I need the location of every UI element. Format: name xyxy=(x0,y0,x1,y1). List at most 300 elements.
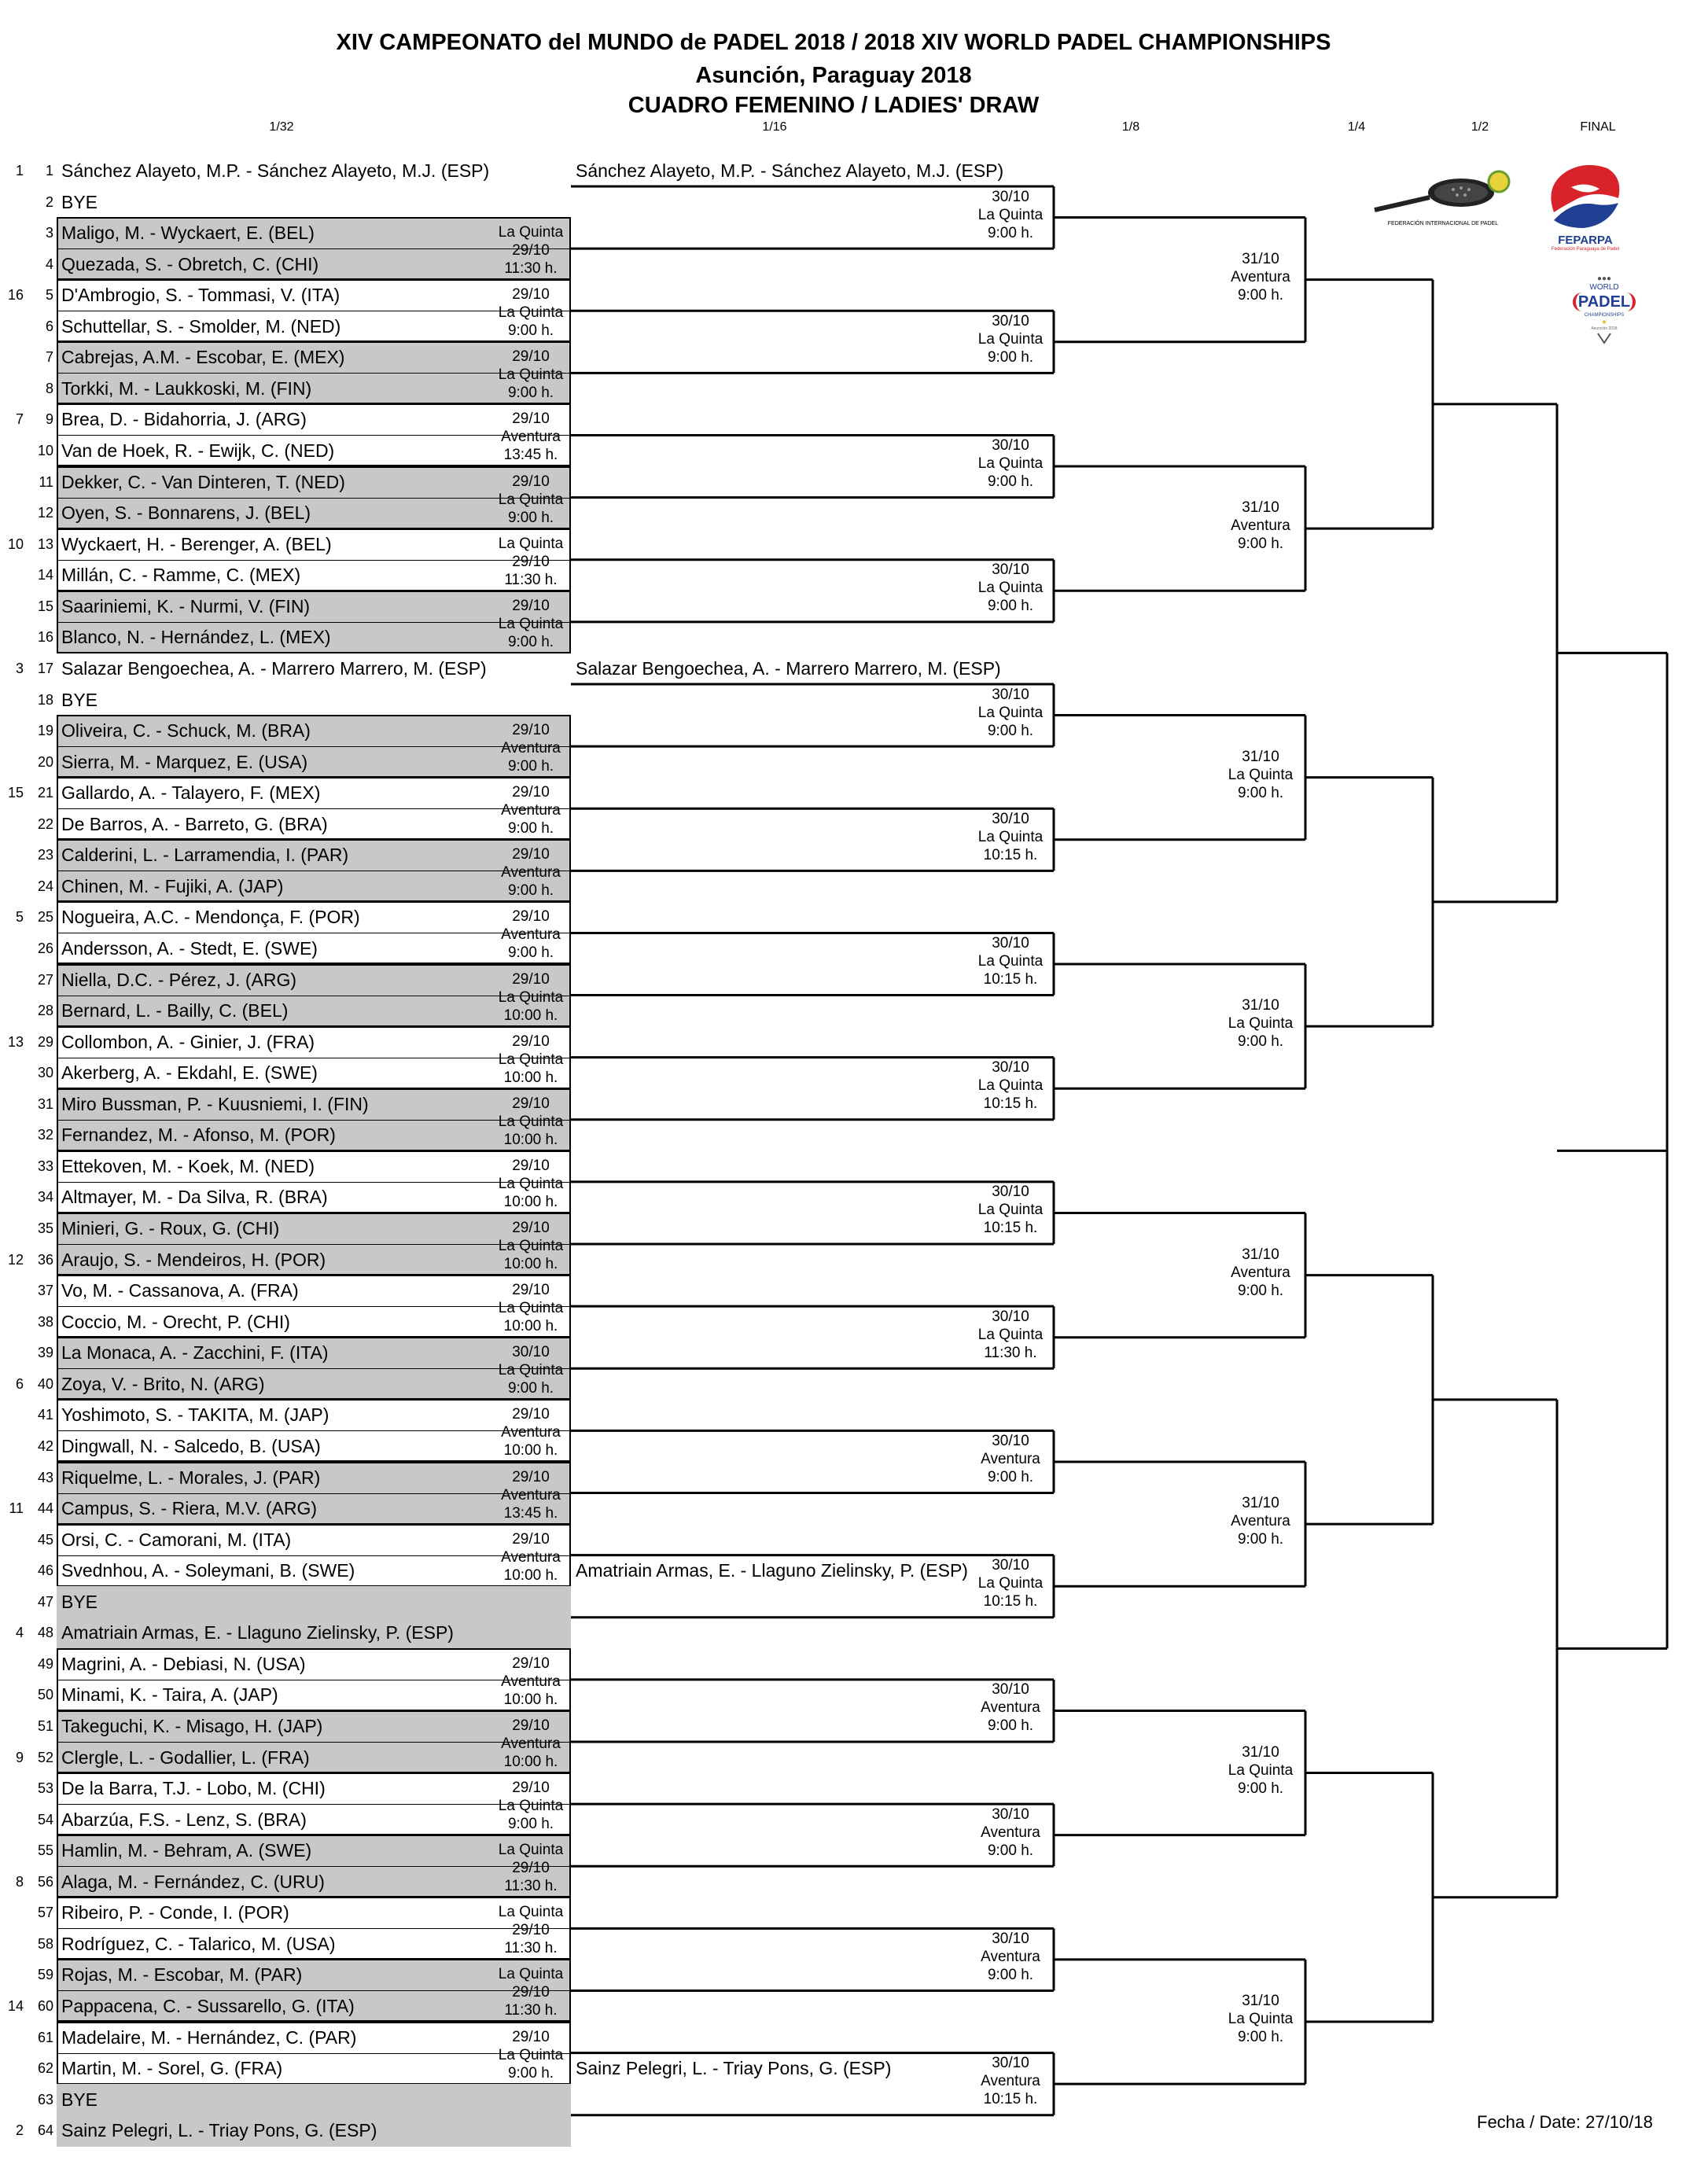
team-name: Magrini, A. - Debiasi, N. (USA) xyxy=(61,1653,306,1674)
team-name: Amatriain Armas, E. - Llaguno Zielinsky, P. (ESP) xyxy=(61,1622,454,1644)
team-name: Salazar Bengoechea, A. - Marrero Marrero, M. (ESP) xyxy=(61,657,487,679)
r32-schedule-line1: La Quinta xyxy=(498,1842,564,1859)
team-name: La Monaca, A. - Zacchini, F. (ITA) xyxy=(61,1342,329,1364)
r32-schedule-line1: 29/10 xyxy=(512,1282,550,1299)
r32-schedule-line3: 9:00 h. xyxy=(507,1816,554,1833)
r16-schedule-line2: Aventura xyxy=(981,1450,1040,1467)
team-name: Hamlin, M. - Behram, A. (SWE) xyxy=(61,1840,312,1861)
r8-schedule-line3: 9:00 h. xyxy=(1237,1282,1284,1299)
team-name: Sánchez Alayeto, M.P. - Sánchez Alayeto, M.J. (ESP) xyxy=(61,160,490,181)
r32-schedule-line1: 29/10 xyxy=(512,970,550,988)
r16-schedule-line3: 9:00 h. xyxy=(987,1468,1034,1485)
entry-number: 10 xyxy=(37,443,53,459)
fip-caption: FEDERACIÓN INTERNACIONAL DE PADEL xyxy=(1387,221,1499,226)
r32-schedule-line1: 29/10 xyxy=(512,1032,550,1050)
entry-seed: 1 xyxy=(15,163,24,179)
fip-logo xyxy=(1368,169,1518,232)
r32-schedule-line1: 29/10 xyxy=(512,1157,550,1174)
r8-schedule-line2: La Quinta xyxy=(1228,1015,1294,1032)
entry-number: 26 xyxy=(37,940,53,956)
r16-schedule-line3: 9:00 h. xyxy=(987,598,1034,615)
r16-schedule-line1: 30/10 xyxy=(992,1432,1029,1449)
team-name: Rojas, M. - Escobar, M. (PAR) xyxy=(61,1964,303,1986)
r32-schedule-line3: 11:30 h. xyxy=(504,1878,558,1895)
entry-number: 59 xyxy=(37,1967,53,1983)
team-name: Ribeiro, P. - Conde, I. (POR) xyxy=(61,1902,289,1923)
team-name: BYE xyxy=(61,1591,98,1612)
entry-number: 11 xyxy=(39,473,53,490)
r32-schedule-line3: 9:00 h. xyxy=(507,882,554,900)
entry-number: 45 xyxy=(37,1531,53,1548)
r16-schedule-line2: Aventura xyxy=(981,1824,1040,1841)
advanced-team: Amatriain Armas, E. - Llaguno Zielinsky, P. (ESP) xyxy=(576,1560,968,1581)
entry-number: 37 xyxy=(37,1283,53,1299)
entry-number: 60 xyxy=(37,1998,53,2015)
entry-number: 50 xyxy=(37,1687,53,1703)
team-name: BYE xyxy=(61,689,98,710)
r32-schedule-line1: 29/10 xyxy=(512,908,550,926)
entry-number: 35 xyxy=(37,1220,53,1237)
r32-schedule-line1: 29/10 xyxy=(512,1468,550,1485)
team-name: Sainz Pelegri, L. - Triay Pons, G. (ESP) xyxy=(61,2120,377,2141)
team-name: Minami, K. - Taira, A. (JAP) xyxy=(61,1684,278,1706)
r32-schedule-line3: 9:00 h. xyxy=(507,322,554,340)
wpc-trophy-icon xyxy=(1595,332,1614,346)
team-name: Nogueira, A.C. - Mendonça, F. (POR) xyxy=(61,907,360,928)
r32-schedule-line3: 10:00 h. xyxy=(503,1007,558,1024)
r8-schedule-line3: 9:00 h. xyxy=(1237,1780,1284,1797)
entry-number: 16 xyxy=(37,629,53,646)
wpc-star-icon: ★ xyxy=(1601,318,1607,326)
r32-schedule-line1: 29/10 xyxy=(512,1406,550,1423)
r32-schedule-line1: 29/10 xyxy=(512,597,550,614)
feparpa-logo xyxy=(1541,157,1629,252)
r32-schedule-line2: Aventura xyxy=(501,1548,561,1566)
r16-schedule-line1: 30/10 xyxy=(992,1681,1029,1699)
advanced-team: Sainz Pelegri, L. - Triay Pons, G. (ESP) xyxy=(576,2058,892,2079)
entry-number: 7 xyxy=(45,349,53,366)
entry-number: 28 xyxy=(37,1003,53,1019)
r32-schedule-line1: 29/10 xyxy=(512,1717,550,1734)
feparpa-emblem-icon xyxy=(1541,157,1629,230)
entry-number: 12 xyxy=(37,505,53,521)
team-name: Alaga, M. - Fernández, C. (URU) xyxy=(61,1871,325,1892)
entry-number: 24 xyxy=(37,878,53,894)
entry-number: 20 xyxy=(37,753,53,770)
r16-schedule-line3: 9:00 h. xyxy=(987,1717,1034,1735)
r16-schedule-line3: 10:15 h. xyxy=(983,1593,1038,1610)
team-name: De Barros, A. - Barreto, G. (BRA) xyxy=(61,813,328,834)
entry-number: 22 xyxy=(37,815,53,832)
title-line-3: CUADRO FEMENINO / LADIES' DRAW xyxy=(628,93,1040,118)
r32-schedule-line3: 10:00 h. xyxy=(503,1131,558,1148)
entry-number: 61 xyxy=(37,2029,53,2045)
r32-schedule-line2: La Quinta xyxy=(498,1051,564,1068)
team-name: Yoshimoto, S. - TAKITA, M. (JAP) xyxy=(61,1404,329,1426)
round-label-1-4: 1/4 xyxy=(1347,120,1366,134)
entry-number: 64 xyxy=(37,2122,53,2139)
r32-schedule-line1: 29/10 xyxy=(512,1220,550,1237)
r32-schedule-line3: 13:45 h. xyxy=(503,447,558,464)
r16-schedule-line1: 30/10 xyxy=(992,2055,1029,2072)
r32-schedule-line2: Aventura xyxy=(501,1424,561,1441)
r32-schedule-line3: 11:30 h. xyxy=(504,2002,558,2019)
entry-number: 63 xyxy=(37,2091,53,2107)
entry-number: 39 xyxy=(37,1345,53,1361)
entry-number: 34 xyxy=(37,1189,53,1205)
advanced-team: Sánchez Alayeto, M.P. - Sánchez Alayeto, M.J. (ESP) xyxy=(576,160,1004,181)
entry-number: 55 xyxy=(37,1842,53,1859)
team-name: Araujo, S. - Mendeiros, H. (POR) xyxy=(61,1249,326,1270)
r32-schedule-line1: 29/10 xyxy=(512,1095,550,1112)
r16-schedule-line3: 10:15 h. xyxy=(983,1220,1038,1237)
r8-schedule-line1: 31/10 xyxy=(1242,1246,1279,1263)
entry-number: 42 xyxy=(37,1437,53,1454)
team-name: Takeguchi, K. - Misago, H. (JAP) xyxy=(61,1716,323,1736)
r16-schedule-line3: 9:00 h. xyxy=(987,224,1034,241)
r8-schedule-line2: Aventura xyxy=(1231,268,1290,285)
entry-seed: 3 xyxy=(15,660,24,676)
team-name: Collombon, A. - Ginier, J. (FRA) xyxy=(61,1031,315,1052)
r32-schedule-line1: 29/10 xyxy=(512,1530,550,1548)
r32-schedule-line3: 11:30 h. xyxy=(504,260,558,278)
r32-schedule-line2: La Quinta xyxy=(498,2046,564,2063)
r32-schedule-line1: 29/10 xyxy=(512,722,550,739)
r16-schedule-line2: La Quinta xyxy=(977,1202,1044,1219)
r32-schedule-line1: 29/10 xyxy=(512,846,550,863)
r32-schedule-line2: La Quinta xyxy=(498,366,564,384)
entry-number: 54 xyxy=(37,1811,53,1828)
r16-schedule-line2: La Quinta xyxy=(977,828,1044,845)
r32-schedule-line3: 9:00 h. xyxy=(507,509,554,526)
draw-date: Fecha / Date: 27/10/18 xyxy=(1477,2112,1653,2132)
r16-schedule-line3: 9:00 h. xyxy=(987,722,1034,739)
round-label-final: FINAL xyxy=(1580,120,1616,134)
entry-seed: 14 xyxy=(7,1998,24,2015)
round-label-1-2: 1/2 xyxy=(1471,120,1489,134)
r32-schedule-line3: 13:45 h. xyxy=(503,1504,558,1522)
team-name: Quezada, S. - Obretch, C. (CHI) xyxy=(61,253,319,274)
r32-schedule-line1: 29/10 xyxy=(512,410,550,428)
team-name: Andersson, A. - Stedt, E. (SWE) xyxy=(61,938,318,959)
team-name: Bernard, L. - Bailly, C. (BEL) xyxy=(61,1000,289,1021)
r32-schedule-line2: Aventura xyxy=(501,926,561,944)
entry-number: 29 xyxy=(37,1033,53,1050)
r16-schedule-line1: 30/10 xyxy=(992,686,1029,703)
entry-number: 5 xyxy=(45,287,53,304)
r32-schedule-line2: La Quinta xyxy=(498,1798,564,1815)
team-name: Coccio, M. - Orecht, P. (CHI) xyxy=(61,1311,290,1332)
r32-schedule-line3: 10:00 h. xyxy=(503,1442,558,1459)
feparpa-label: FEPARPA xyxy=(1558,234,1613,247)
r32-schedule-line2: La Quinta xyxy=(498,304,564,322)
entry-seed: 6 xyxy=(15,1375,24,1392)
r8-schedule-line2: La Quinta xyxy=(1228,2011,1294,2028)
entry-number: 58 xyxy=(37,1935,53,1952)
r16-schedule-line1: 30/10 xyxy=(992,561,1029,579)
r32-schedule-line2: Aventura xyxy=(501,1736,561,1752)
team-name: Riquelme, L. - Morales, J. (PAR) xyxy=(61,1467,321,1488)
team-name: Zoya, V. - Brito, N. (ARG) xyxy=(61,1373,265,1394)
r8-schedule-line3: 9:00 h. xyxy=(1237,2029,1284,2046)
team-name: Vo, M. - Cassanova, A. (FRA) xyxy=(61,1280,299,1301)
r16-schedule-line2: Aventura xyxy=(981,2073,1040,2090)
r16-schedule-line2: Aventura xyxy=(981,1699,1040,1717)
entry-number: 53 xyxy=(37,1780,53,1797)
world-padel-championships-logo xyxy=(1565,275,1644,362)
r32-schedule-line3: 10:00 h. xyxy=(503,1256,558,1273)
r32-schedule-line3: 10:00 h. xyxy=(503,1566,558,1584)
entry-number: 57 xyxy=(37,1905,53,1921)
r8-schedule-line1: 31/10 xyxy=(1242,997,1279,1014)
r16-schedule-line3: 10:15 h. xyxy=(983,846,1038,863)
r8-schedule-line1: 31/10 xyxy=(1242,250,1279,267)
r8-schedule-line1: 31/10 xyxy=(1242,1495,1279,1512)
r16-schedule-line3: 10:15 h. xyxy=(983,1095,1038,1113)
team-name: Van de Hoek, R. - Ewijk, C. (NED) xyxy=(61,440,335,462)
entry-number: 38 xyxy=(37,1313,53,1330)
team-name: Clergle, L. - Godallier, L. (FRA) xyxy=(61,1747,310,1768)
r16-schedule-line1: 30/10 xyxy=(992,1557,1029,1574)
r16-schedule-line3: 11:30 h. xyxy=(984,1344,1037,1361)
r32-schedule-line1: 29/10 xyxy=(512,1655,550,1672)
r16-schedule-line1: 30/10 xyxy=(992,1805,1029,1823)
r16-schedule-line1: 30/10 xyxy=(992,188,1029,205)
r16-schedule-line2: La Quinta xyxy=(977,330,1044,348)
team-name: Altmayer, M. - Da Silva, R. (BRA) xyxy=(61,1187,328,1208)
r16-schedule-line1: 30/10 xyxy=(992,1308,1029,1325)
r8-schedule-line1: 31/10 xyxy=(1242,1743,1279,1761)
team-name: Madelaire, M. - Hernández, C. (PAR) xyxy=(61,2026,357,2048)
team-name: Saariniemi, K. - Nurmi, V. (FIN) xyxy=(61,595,311,617)
entry-number: 1 xyxy=(45,163,53,179)
round-label-1-16: 1/16 xyxy=(762,120,787,134)
team-name: Dingwall, N. - Salcedo, B. (USA) xyxy=(61,1435,321,1456)
r16-schedule-line3: 9:00 h. xyxy=(987,1966,1034,1983)
r16-schedule-line1: 30/10 xyxy=(992,1183,1029,1201)
r16-schedule-line2: Aventura xyxy=(981,1948,1040,1965)
r32-schedule-line3: 10:00 h. xyxy=(503,1318,558,1335)
padel-racket-icon xyxy=(1368,169,1518,216)
r16-schedule-line3: 10:15 h. xyxy=(983,971,1038,988)
r32-schedule-line2: Aventura xyxy=(501,802,561,819)
round-label-1-8: 1/8 xyxy=(1121,120,1140,134)
r32-schedule-line2: Aventura xyxy=(501,864,561,882)
r16-schedule-line1: 30/10 xyxy=(992,1930,1029,1947)
entry-number: 32 xyxy=(37,1127,53,1143)
r8-schedule-line2: La Quinta xyxy=(1228,766,1294,783)
entry-number: 56 xyxy=(37,1873,53,1890)
entry-seed: 9 xyxy=(15,1749,24,1765)
r8-schedule-line3: 9:00 h. xyxy=(1237,1033,1284,1051)
r16-schedule-line2: La Quinta xyxy=(977,206,1044,223)
r16-schedule-line2: La Quinta xyxy=(977,953,1044,970)
r32-schedule-line1: 29/10 xyxy=(512,1780,550,1797)
r8-schedule-line2: Aventura xyxy=(1231,1264,1290,1281)
r32-schedule-line2: 29/10 xyxy=(512,242,550,260)
r8-schedule-line3: 9:00 h. xyxy=(1237,1531,1284,1548)
entry-number: 36 xyxy=(37,1251,53,1268)
r32-schedule-line3: 11:30 h. xyxy=(504,1940,558,1957)
r32-schedule-line3: 9:00 h. xyxy=(507,2064,554,2082)
entry-number: 13 xyxy=(37,536,53,552)
entry-seed: 16 xyxy=(7,287,24,304)
team-name: Oyen, S. - Bonnarens, J. (BEL) xyxy=(61,502,311,524)
entry-seed: 12 xyxy=(7,1251,24,1268)
entry-number: 30 xyxy=(37,1065,53,1081)
wpc-top-text: WORLD xyxy=(1589,283,1619,292)
entry-seed: 4 xyxy=(15,1625,24,1641)
r32-schedule-line1: 29/10 xyxy=(512,2028,550,2045)
r32-schedule-line3: 9:00 h. xyxy=(507,1380,554,1397)
entry-number: 9 xyxy=(45,411,53,428)
team-name: Akerberg, A. - Ekdahl, E. (SWE) xyxy=(61,1062,318,1084)
feparpa-arc-text: Federación Paraguaya de Padel xyxy=(1551,247,1620,252)
r16-schedule-line2: La Quinta xyxy=(977,580,1044,597)
r32-schedule-line3: 10:00 h. xyxy=(503,1691,558,1708)
round-label-1-32: 1/32 xyxy=(269,120,294,134)
entry-number: 15 xyxy=(37,598,53,614)
r32-schedule-line2: La Quinta xyxy=(498,491,564,508)
r32-schedule-line2: 29/10 xyxy=(512,1860,550,1877)
r32-schedule-line2: La Quinta xyxy=(498,1300,564,1317)
entry-number: 62 xyxy=(37,2060,53,2077)
wpc-main-text: PADEL xyxy=(1573,293,1636,311)
entry-number: 21 xyxy=(37,785,53,801)
r32-schedule-line3: 10:00 h. xyxy=(503,1069,558,1086)
r32-schedule-line1: La Quinta xyxy=(498,224,564,241)
r32-schedule-line1: 29/10 xyxy=(512,784,550,801)
entry-number: 51 xyxy=(37,1718,53,1734)
title-line-2: Asunción, Paraguay 2018 xyxy=(695,63,972,88)
team-name: Campus, S. - Riera, M.V. (ARG) xyxy=(61,1498,318,1519)
entry-number: 33 xyxy=(37,1158,53,1174)
r32-schedule-line3: 10:00 h. xyxy=(503,1193,558,1210)
entry-seed: 8 xyxy=(15,1873,24,1890)
team-name: Gallardo, A. - Talayero, F. (MEX) xyxy=(61,782,321,804)
r32-schedule-line2: 29/10 xyxy=(512,1984,550,2001)
team-name: Sierra, M. - Marquez, E. (USA) xyxy=(61,751,308,772)
r32-schedule-line3: 9:00 h. xyxy=(507,944,554,962)
entry-number: 2 xyxy=(45,193,53,210)
team-name: Pappacena, C. - Sussarello, G. (ITA) xyxy=(61,1996,355,2017)
entry-seed: 7 xyxy=(15,411,24,428)
r16-schedule-line2: La Quinta xyxy=(977,704,1044,721)
entry-seed: 11 xyxy=(9,1500,24,1517)
r8-schedule-line2: Aventura xyxy=(1231,517,1290,535)
team-name: Fernandez, M. - Afonso, M. (POR) xyxy=(61,1125,336,1146)
r16-schedule-line1: 30/10 xyxy=(992,1059,1029,1077)
r32-schedule-line2: Aventura xyxy=(501,1673,561,1690)
r32-schedule-line2: La Quinta xyxy=(498,1238,564,1255)
entry-number: 17 xyxy=(37,660,53,676)
r32-schedule-line1: La Quinta xyxy=(498,1966,564,1983)
r8-schedule-line2: La Quinta xyxy=(1228,1761,1294,1779)
r32-schedule-line1: 30/10 xyxy=(512,1344,550,1361)
r8-schedule-line2: Aventura xyxy=(1231,1513,1290,1530)
entry-number: 23 xyxy=(37,847,53,863)
title-line-1: XIV CAMPEONATO del MUNDO de PADEL 2018 / 2018 XIV WORLD PADEL CHAMPIONSHIPS xyxy=(336,30,1331,55)
entry-seed: 10 xyxy=(7,536,24,552)
r32-schedule-line2: 29/10 xyxy=(512,1922,550,1939)
entry-number: 49 xyxy=(37,1655,53,1672)
team-name: De la Barra, T.J. - Lobo, M. (CHI) xyxy=(61,1778,326,1799)
team-name: Orsi, C. - Camorani, M. (ITA) xyxy=(61,1529,292,1550)
r32-schedule-line3: 9:00 h. xyxy=(507,758,554,775)
r32-schedule-line2: Aventura xyxy=(501,740,561,757)
r32-schedule-line1: La Quinta xyxy=(498,535,564,552)
r32-schedule-line2: La Quinta xyxy=(498,1113,564,1130)
r16-schedule-line3: 9:00 h. xyxy=(987,1842,1034,1859)
team-name: Niella, D.C. - Pérez, J. (ARG) xyxy=(61,969,297,990)
entry-number: 47 xyxy=(37,1593,53,1610)
r8-schedule-line3: 9:00 h. xyxy=(1237,286,1284,304)
r16-schedule-line3: 9:00 h. xyxy=(987,348,1034,366)
r16-schedule-line2: La Quinta xyxy=(977,1077,1044,1095)
entry-number: 52 xyxy=(37,1749,53,1765)
team-name: Martin, M. - Sorel, G. (FRA) xyxy=(61,2058,283,2079)
team-name: Brea, D. - Bidahorria, J. (ARG) xyxy=(61,409,307,430)
r32-schedule-line2: Aventura xyxy=(501,1486,561,1504)
r32-schedule-line1: 29/10 xyxy=(512,348,550,366)
team-name: Blanco, N. - Hernández, L. (MEX) xyxy=(61,627,331,648)
r32-schedule-line3: 9:00 h. xyxy=(507,633,554,650)
entry-seed: 15 xyxy=(7,785,24,801)
team-name: Schuttellar, S. - Smolder, M. (NED) xyxy=(61,315,341,337)
team-name: Millán, C. - Ramme, C. (MEX) xyxy=(61,565,301,586)
entry-number: 27 xyxy=(37,971,53,988)
wpc-year-text: Asunción 2018 xyxy=(1591,326,1618,331)
r32-schedule-line2: Aventura xyxy=(501,429,561,446)
r8-schedule-line1: 31/10 xyxy=(1242,1993,1279,2010)
entry-seed: 5 xyxy=(15,909,24,926)
r16-schedule-line1: 30/10 xyxy=(992,312,1029,329)
r8-schedule-line3: 9:00 h. xyxy=(1237,536,1284,553)
r32-schedule-line2: La Quinta xyxy=(498,1362,564,1379)
r32-schedule-line2: La Quinta xyxy=(498,615,564,632)
r16-schedule-line1: 30/10 xyxy=(992,810,1029,827)
entry-number: 46 xyxy=(37,1563,53,1579)
entry-seed: 13 xyxy=(7,1033,24,1050)
entry-number: 40 xyxy=(37,1375,53,1392)
r32-schedule-line1: La Quinta xyxy=(498,1904,564,1921)
r32-schedule-line1: 29/10 xyxy=(512,286,550,304)
team-name: Svednhou, A. - Soleymani, B. (SWE) xyxy=(61,1560,355,1581)
entry-number: 43 xyxy=(37,1469,53,1485)
entry-seed: 2 xyxy=(15,2122,24,2139)
entry-number: 41 xyxy=(37,1407,53,1423)
r16-schedule-line3: 9:00 h. xyxy=(987,473,1034,491)
wpc-sub-text: CHAMPIONSHIPS xyxy=(1584,313,1625,318)
r8-schedule-line3: 9:00 h. xyxy=(1237,784,1284,801)
team-name: Dekker, C. - Van Dinteren, T. (NED) xyxy=(61,471,345,492)
r32-schedule-line2: 29/10 xyxy=(512,553,550,570)
r16-schedule-line1: 30/10 xyxy=(992,935,1029,952)
team-name: Miro Bussman, P. - Kuusniemi, I. (FIN) xyxy=(61,1093,369,1114)
entry-number: 48 xyxy=(37,1625,53,1641)
entry-number: 19 xyxy=(37,723,53,739)
r16-schedule-line2: La Quinta xyxy=(977,1326,1044,1343)
r16-schedule-line1: 30/10 xyxy=(992,437,1029,455)
team-name: Wyckaert, H. - Berenger, A. (BEL) xyxy=(61,533,332,554)
r32-schedule-line3: 10:00 h. xyxy=(503,1754,558,1770)
r32-schedule-line3: 9:00 h. xyxy=(507,385,554,402)
team-name: Abarzúa, F.S. - Lenz, S. (BRA) xyxy=(61,1809,307,1830)
r32-schedule-line3: 9:00 h. xyxy=(507,820,554,837)
team-name: Torkki, M. - Laukkoski, M. (FIN) xyxy=(61,377,312,399)
r32-schedule-line2: La Quinta xyxy=(498,988,564,1006)
entry-number: 31 xyxy=(37,1095,53,1112)
